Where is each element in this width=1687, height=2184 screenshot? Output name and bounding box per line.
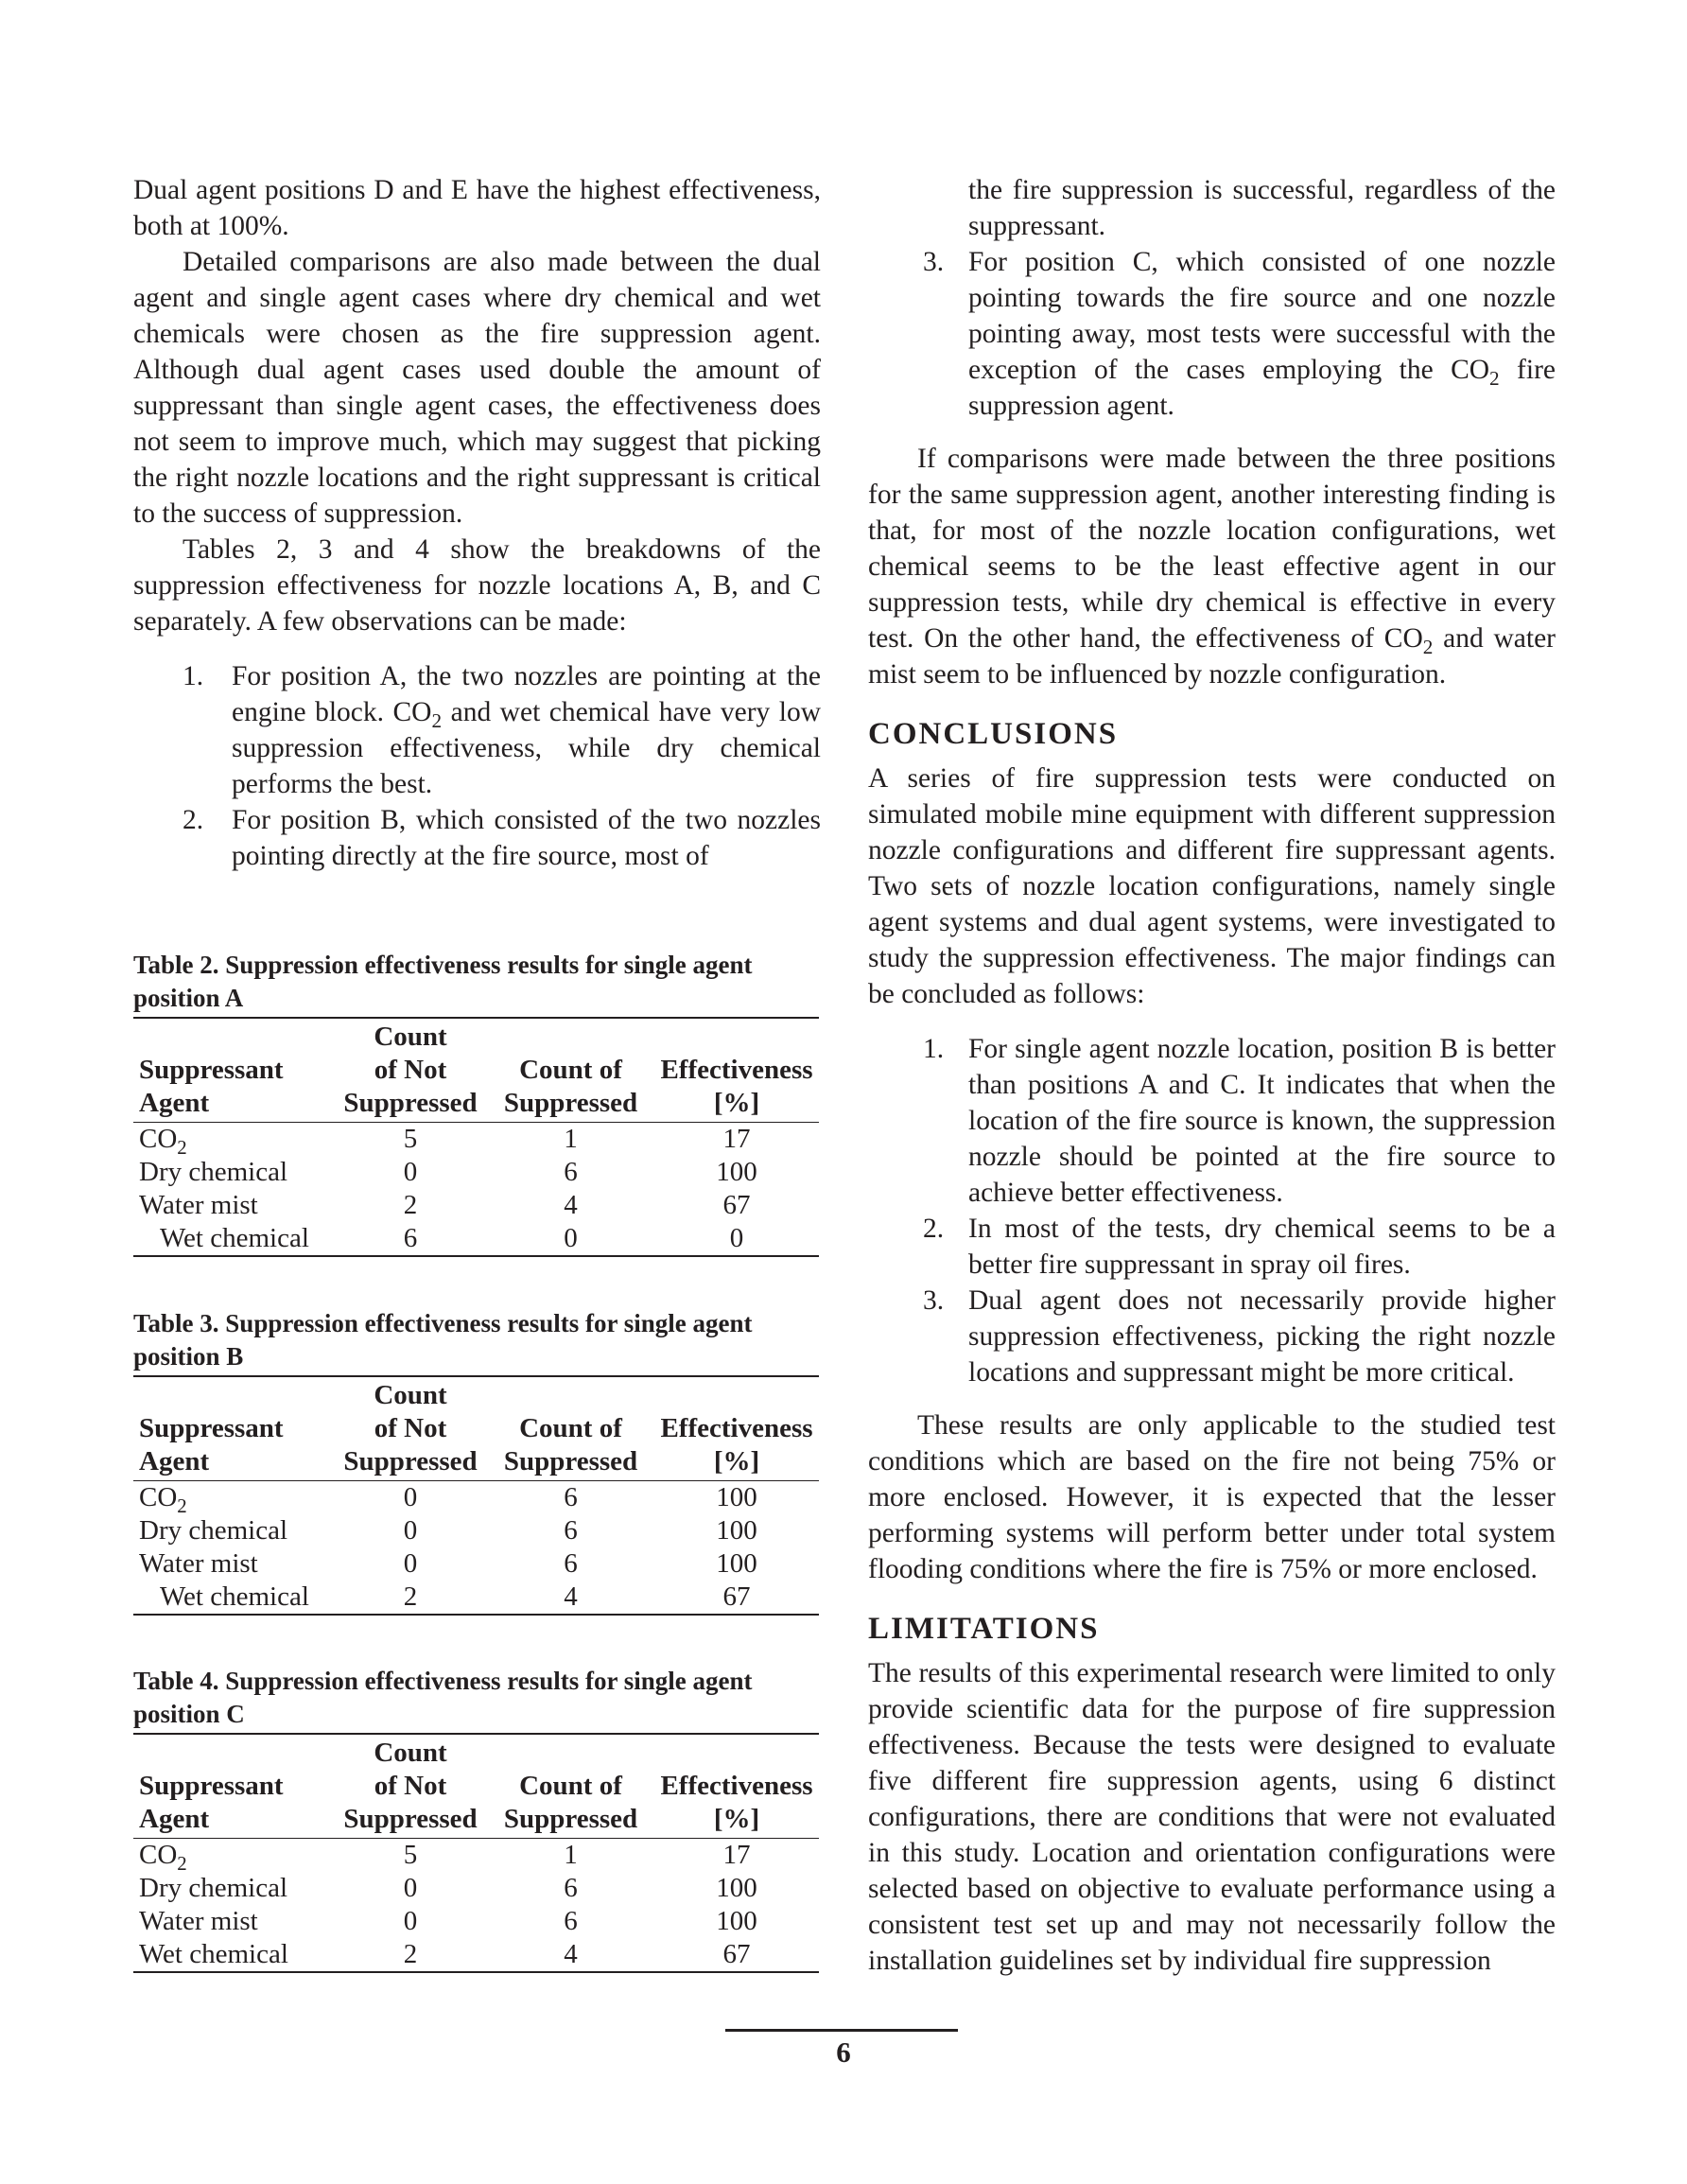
paragraph: A series of fire suppression tests were conducted on simulated mobile mine equipment with different suppression nozzle configurations and different fire suppressant agents. Two sets of nozzle location configurations, namely single agent systems and dual agent systems, were investigated to study the suppression effectiveness. The major findings can be concluded as follows: [868, 763, 1556, 1009]
table-caption: Table 2. Suppression effectiveness results for single agent position A [133, 951, 753, 1012]
table-row: Water mist 0 6 100 [139, 1906, 757, 1936]
table-2 [133, 949, 819, 1257]
paragraph: The results of this experimental research were limited to only provide scientific data for the purpose of fire suppression effectiveness. Because the tests were designed to evaluate five different fire suppression agents, using 6 distinct configurations, there are conditions that were not evaluated in this study. Location and orientation configurations were selected based on objective to evaluate performance using a consistent test set up and may not necessarily follow the installation guidelines set by individual fire suppression [868, 1658, 1556, 1976]
footer-rule [725, 2029, 958, 2032]
table-row: Wet chemical 6 0 0 [133, 1222, 819, 1256]
table-row: $CO_2$ 0 6 100 [139, 1482, 757, 1517]
list-item: 2. In most of the tests, dry chemical seems to be a better fire suppressant in spray oil fires. [868, 1211, 1556, 1283]
findings-list [868, 1031, 1556, 1390]
table-row: $CO_2$ 5 1 17 [139, 1124, 751, 1159]
list-number: 3. [923, 247, 945, 277]
list-number: 2. [923, 1214, 945, 1244]
paragraph: Tables 2, 3 and 4 show the breakdowns of the suppression effectiveness for nozzle locations A, B, and C separately. A few observations can be made: [133, 534, 821, 637]
table-caption: Table 3. Suppression effectiveness results for single agent position B [133, 1309, 753, 1371]
section-heading-limitations: LIMITATIONS [868, 1612, 1100, 1646]
list-number: 1. [923, 1034, 945, 1064]
results-table: Suppressant Agent Count of Not Suppressed Count of Suppressed Effectiveness [%] $CO_2$ 0 6 100 Dry chemical 0 6 100 Water mist 0 6 100 Wet chemical 2 4 67 [133, 1375, 819, 1616]
paragraph: Detailed comparisons are also made between the dual agent and single agent cases where dry chemical and wet chemicals were chosen as the fire suppression agent. Although dual agent cases used double the amount of suppressant than single agent cases, the effectiveness does not seem to improve much, which may suggest that picking the right nozzle locations and the right suppressant is critical to the success of suppression. [133, 247, 821, 529]
results-table: Suppressant Agent Count of Not Suppressed Count of Suppressed Effectiveness [%] $CO_2$ 5 1 17 Dry chemical 0 6 100 Water mist 0 6 100 Wet chemical 2 4 67 [133, 1733, 819, 1973]
table-row: Dry chemical 0 6 100 [139, 1515, 757, 1546]
list-number: 1. [183, 661, 204, 691]
results-table: Suppressant Agent Count of Not Suppressed Count of Suppressed Effectiveness [%] $CO_2$ 5 1 17 Dry chemical 0 6 100 Water mist 2 4 67 Wet chemical 6 0 0 [133, 1017, 819, 1257]
table-3 [133, 1307, 819, 1616]
paragraph: Dual agent positions D and E have the highest effectiveness, both at 100%. [133, 175, 821, 241]
table-row: Water mist 0 6 100 [139, 1548, 757, 1579]
table-row: Water mist 2 4 67 [139, 1190, 751, 1220]
list-item: 3. Dual agent does not necessarily provide higher suppression effectiveness, picking the right nozzle locations and suppressant might be more critical. [868, 1283, 1556, 1390]
paragraph: If comparisons were made between the three positions for the same suppression agent, another interesting finding is that, for most of the nozzle location configurations, wet chemical seems to be the least effective agent in our suppression tests, while dry chemical is effective in every test. On the other hand, the effectiveness of $CO_2$ and water mist seem to be influenced by nozzle configuration. [868, 444, 1557, 690]
list-number: 3. [923, 1285, 945, 1316]
list-item: 3. For position C, which consisted of one nozzle pointing towards the fire source and one nozzle pointing away, most tests were successful with the exception of the cases employing the $CO_2$ fire suppression agent. [868, 244, 1556, 424]
table-caption: Table 4. Suppression effectiveness results for single agent position C [133, 1667, 753, 1728]
list-item: the fire suppression is successful, regardless of the suppressant. [968, 175, 1556, 241]
observations-list-continued [868, 172, 1556, 424]
table-row: Wet chemical 2 4 67 [133, 1938, 819, 1972]
table-row: Wet chemical 2 4 67 [133, 1581, 819, 1615]
page-number: 6 [836, 2035, 851, 2069]
left-column [133, 172, 821, 874]
section-heading-conclusions: CONCLUSIONS [868, 717, 1119, 751]
observations-list [133, 658, 821, 874]
table-row: Dry chemical 0 6 100 [139, 1157, 757, 1187]
list-number: 2. [183, 805, 204, 835]
paragraph: These results are only applicable to the studied test conditions which are based on the fire not being 75% or more enclosed. However, it is expected that the lesser performing systems will perform better under total system flooding conditions where the fire is 75% or more enclosed. [868, 1410, 1556, 1584]
list-item: 1. For position A, the two nozzles are pointing at the engine block. $CO_2$ and wet chemical have very low suppression effectiveness, while dry chemical performs the best. [133, 658, 821, 802]
table-row: $CO_2$ 5 1 17 [139, 1840, 751, 1875]
table-row: Dry chemical 0 6 100 [139, 1873, 757, 1903]
list-item: 2. For position B, which consisted of the two nozzles pointing directly at the fire source, most of [133, 802, 821, 874]
list-item: 1. For single agent nozzle location, position B is better than positions A and C. It indicates that when the location of the fire source is known, the suppression nozzle should be pointed at the fire source to achieve better effectiveness. [868, 1031, 1556, 1211]
table-4 [133, 1665, 819, 1973]
right-column [868, 172, 1556, 1979]
